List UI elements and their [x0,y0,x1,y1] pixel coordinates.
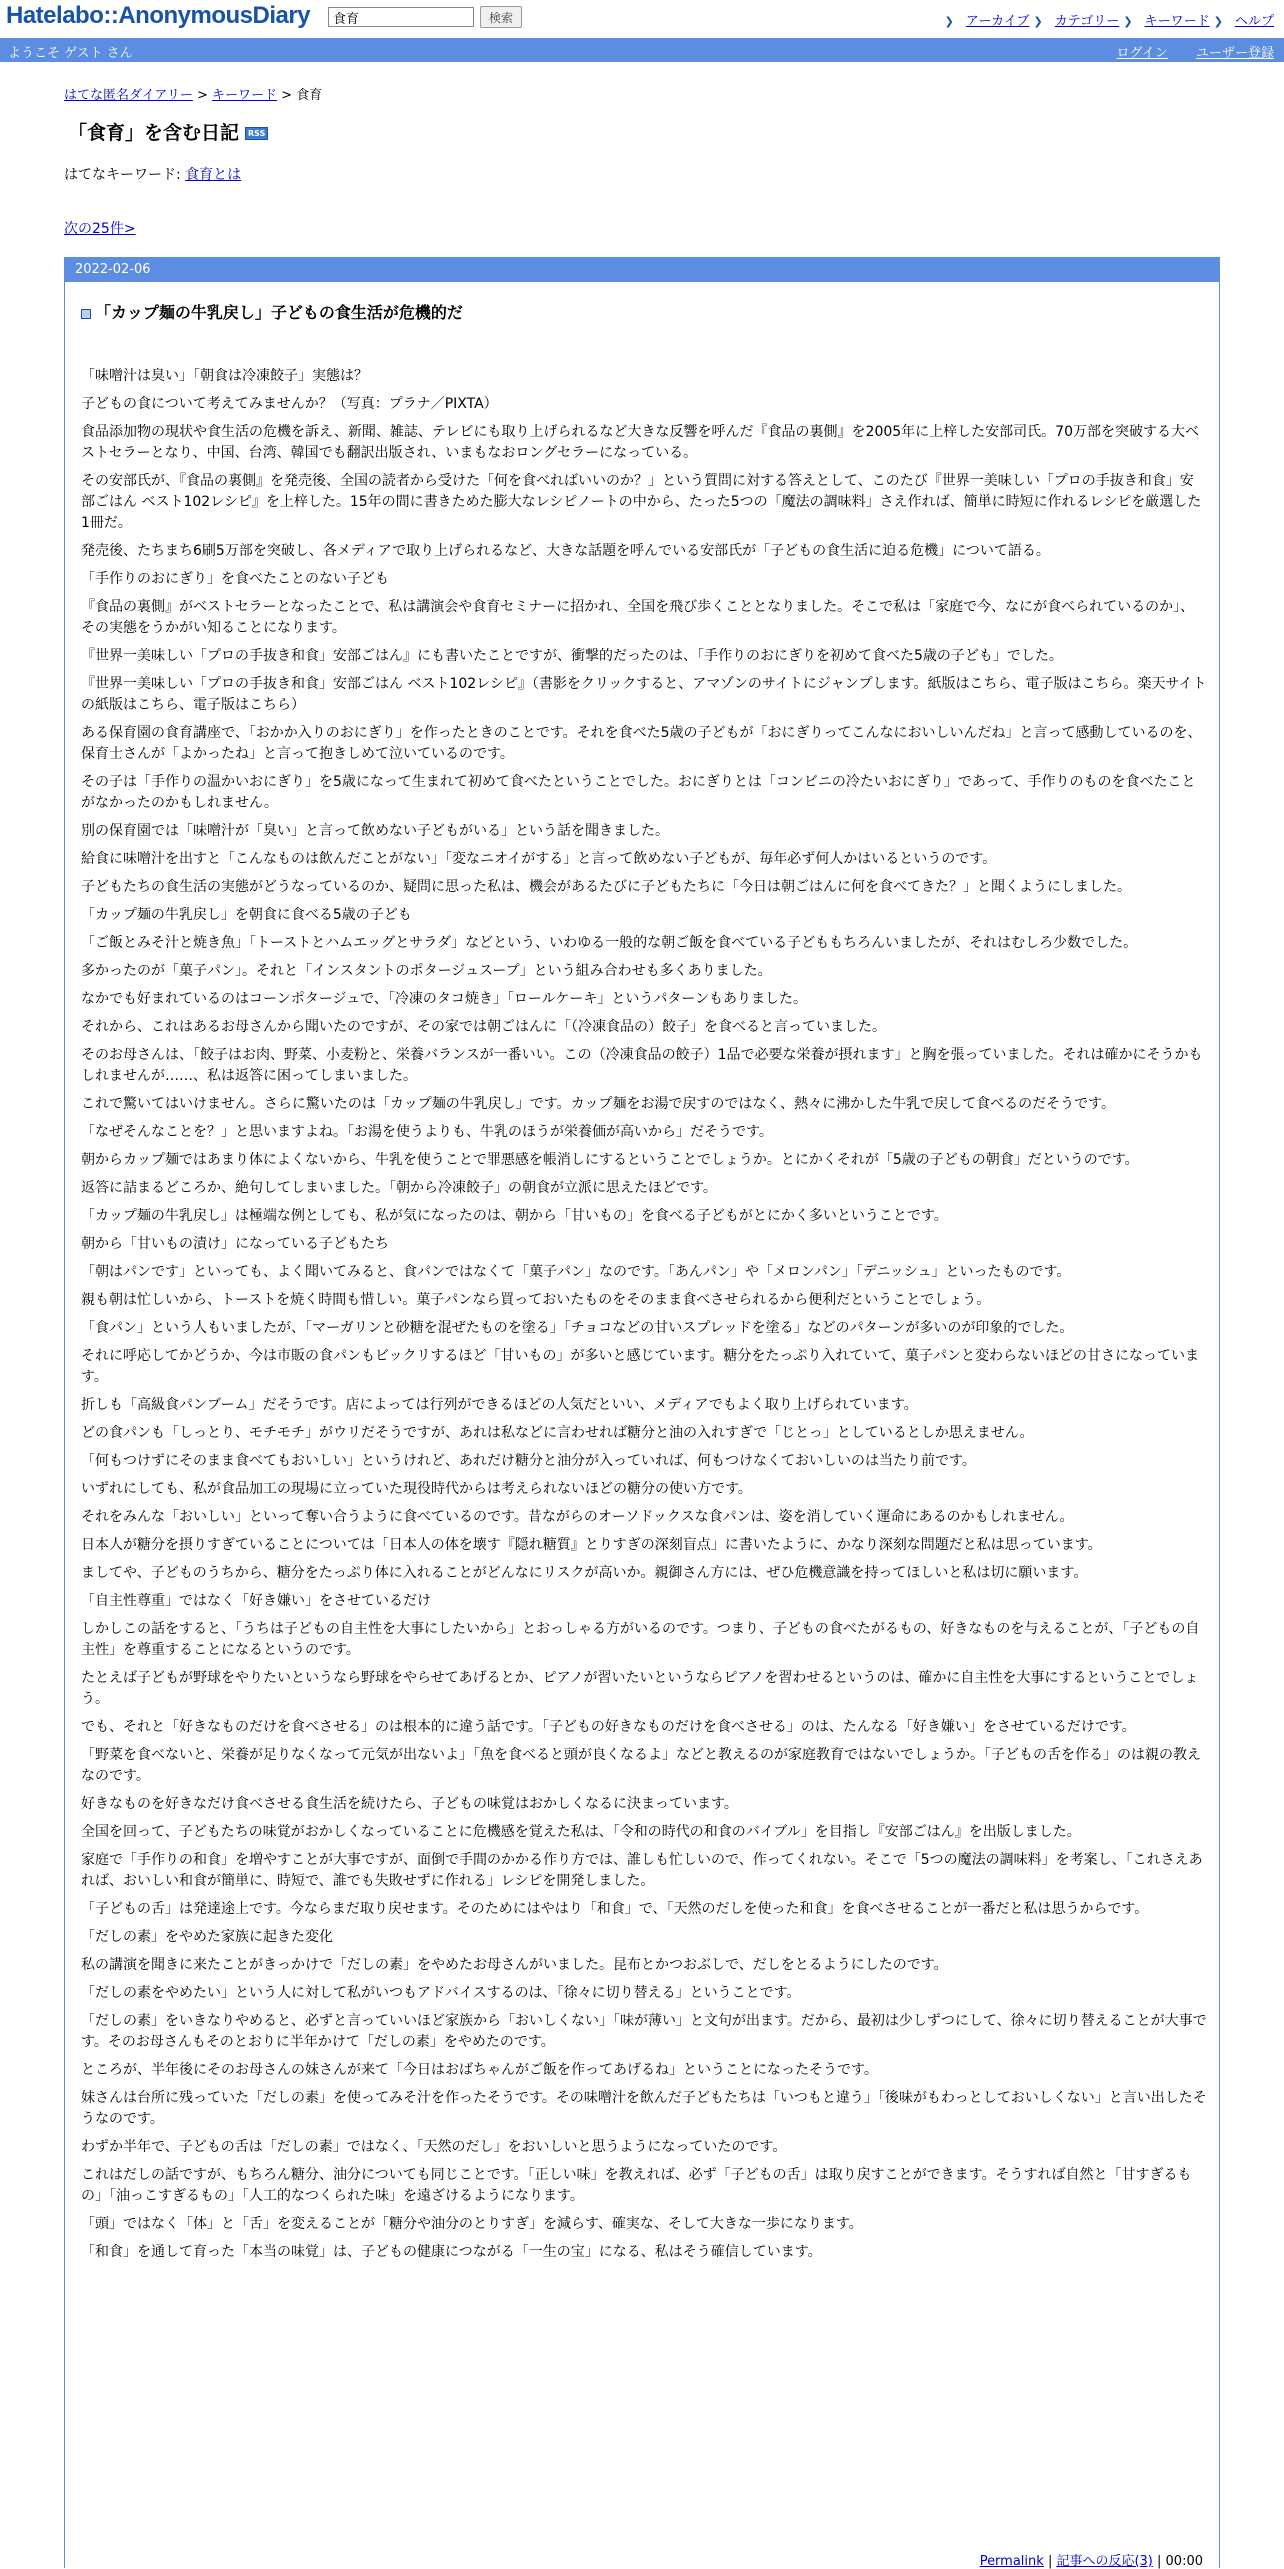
entry-paragraph: 朝からカップ麺ではあまり体によくないから、牛乳を使うことで罪悪感を帳消しにするということでしょうか。とにかくそれが「5歳の子どもの朝食」だというのです。 [81,1152,1139,1168]
breadcrumb-separator: > [277,88,297,103]
entry-paragraph: どの食パンも「しっとり、モチモチ」がウリだそうですが、あれは私などに言わせれば糖分と油の入れすぎで「じとっ」としているとしか思えません。 [81,1425,1034,1441]
keyword-line [64,164,241,184]
entry-paragraph: 発売後、たちまち6刷5万部を突破し、各メディアで取り上げられるなど、大きな話題を呼んでいる安部氏が「子どもの食生活に迫る危機」について語る。 [81,543,1050,559]
entry-body [81,366,1207,2270]
search-button[interactable]: 検索 [480,6,522,28]
entry-paragraph: 多かったのが「菓子パン」。それと「インスタントのポタージュスープ」という組み合わせも多くありました。 [81,963,772,979]
breadcrumb [64,84,322,103]
nav-keyword-link[interactable]: キーワード [1144,14,1210,29]
entry-paragraph: 「だしの素」をいきなりやめると、必ずと言っていいほど家族から「おいしくない」「味が薄い」と文句が出ます。だから、最初は少しずつにして、徐々に切り替えることが大事です。そのお母さんもそのとおりに半年かけて「だしの素」をやめたのです。 [81,2013,1207,2050]
arrow-icon: ❯ [1213,15,1223,28]
header [0,0,1284,38]
entry-paragraph: 「和食」を通して育った「本当の味覚」は、子どもの健康につながる「一生の宝」になる、私はそう確信しています。 [81,2244,822,2260]
entry-paragraph: 「食パン」という人もいましたが、「マーガリンと砂糖を混ぜたものを塗る」「チョコなどの甘いスプレッドを塗る」などのパターンが多いのが印象的でした。 [81,1320,1074,1336]
entry-paragraph: ある保育園の食育講座で、「おかか入りのおにぎり」を作ったときのことです。それを食べた5歳の子どもが「おにぎりってこんなにおいしいんだね」と言って感動しているのを、保育士さんが「よかったね」と言って抱きしめて泣いているのです。 [81,725,1202,762]
entry-date: 2022-02-06 [65,258,1219,282]
entry-title [81,300,463,323]
diary-entry [64,257,1220,2568]
entry-title-text: 「カップ麺の牛乳戻し」子どもの食生活が危機的だ [95,303,463,322]
entry-footer [980,2550,1203,2569]
entry-paragraph: 「自主性尊重」ではなく「好き嫌い」をさせているだけ [81,1593,431,1609]
entry-paragraph: 「頭」ではなく「体」と「舌」を変えることが「糖分や油分のとりすぎ」を減らす、確実な、そして大きな一歩になります。 [81,2216,863,2232]
entry-paragraph: それに呼応してかどうか、今は市販の食パンもビックリするほど「甘いもの」が多いと感じています。糖分をたっぷり入れていて、菓子パンと変わらないほどの甘さになっています。 [81,1348,1200,1385]
entry-time: | 00:00 [1152,2554,1203,2569]
footer-separator: | [1043,2554,1057,2569]
next-page-link[interactable]: 次の25件> [64,221,136,237]
entry-paragraph: 「手作りのおにぎり」を食べたことのない子ども [81,571,389,587]
entry-paragraph: 「味噌汁は臭い」「朝食は冷凍餃子」実態は？ [81,368,368,384]
entry-paragraph: 「だしの素」をやめた家族に起きた変化 [81,1929,333,1945]
entry-paragraph: 折しも「高級食パンブーム」だそうです。店によっては行列ができるほどの人気だといい、メディアでもよく取り上げられています。 [81,1397,918,1413]
entry-paragraph: それから、これはあるお母さんから聞いたのですが、その家では朝ごはんに「（冷凍食品の）餃子」を食べると言っていました。 [81,1019,886,1035]
entry-paragraph: 「子どもの舌」は発達途上です。今ならまだ取り戻せます。そのためにはやはり「和食」で、「天然のだしを使った和食」を食べさせることが一番だと私は思うからです。 [81,1901,1149,1917]
user-bar [0,38,1284,62]
entry-paragraph: 子どもたちの食生活の実態がどうなっているのか、疑問に思った私は、機会があるたびに子どもたちに「今日は朝ごはんに何を食べてきた？」と聞くようにしました。 [81,879,1131,895]
entry-paragraph: 食品添加物の現状や食生活の危機を訴え、新聞、雑誌、テレビにも取り上げられるなど大きな反響を呼んだ『食品の裏側』を2005年に上梓した安部司氏。70万部を突破する大ベストセラーとなり、中国、台湾、韓国でも翻訳出版され、いまもなおロングセラーになっている。 [81,424,1199,461]
welcome-text: ようこそ ゲスト さん [8,46,133,61]
keyword-link[interactable]: 食育とは [185,167,242,183]
arrow-icon: ❯ [1033,15,1043,28]
entry-paragraph: 「カップ麺の牛乳戻し」を朝食に食べる5歳の子ども [81,907,412,923]
entry-paragraph: 給食に味噌汁を出すと「こんなものは飲んだことがない」「変なニオイがする」と言って飲めない子どもが、毎年必ず何人かはいるというのです。 [81,851,997,867]
pagination [64,218,136,238]
entry-paragraph: いずれにしても、私が食品加工の現場に立っていた現役時代からは考えられないほどの糖分の使い方です。 [81,1481,752,1497]
breadcrumb-separator: > [192,88,213,103]
permalink-link[interactable]: Permalink [979,2554,1044,2569]
breadcrumb-home-link[interactable]: はてな匿名ダイアリー [64,88,193,103]
entry-paragraph: その子は「手作りの温かいおにぎり」を5歳になって生まれて初めて食べたということでした。おにぎりとは「コンビニの冷たいおにぎり」であって、手作りのものを食べたことがなかったのかもしれません。 [81,774,1196,811]
entry-paragraph: その安部氏が、『食品の裏側』を発売後、全国の読者から受けた「何を食べればいいのか？」という質問に対する答えとして、このたび『世界一美味しい「プロの手抜き和食」安部ごはん ベスト102レシピ』を上梓した。15年の間に書きためた膨大なレシピノートの中から、たった5つの「魔法の調味料」さえ作れば、簡単に時短に作れるレシピを厳選した1冊だ。 [81,473,1202,531]
nav-category-link[interactable]: カテゴリー [1054,14,1120,29]
page-title-text: 「食育」を含む日記 [68,122,240,144]
rss-icon[interactable]: RSS [245,127,268,140]
entry-paragraph: 私の講演を聞きに来たことがきっかけで「だしの素」をやめたお母さんがいました。昆布とかつおぶしで、だしをとるようにしたのです。 [81,1957,948,1973]
entry-paragraph: 好きなものを好きなだけ食べさせる食生活を続けたら、子どもの味覚はおかしくなるに決まっています。 [81,1796,738,1812]
entry-paragraph: 『食品の裏側』がベストセラーとなったことで、私は講演会や食育セミナーに招かれ、全国を飛び歩くこととなりました。そこで私は「家庭で今、なにが食べられているのか」、その実態をうかがい知ることになります。 [81,599,1195,636]
entry-paragraph: 朝から「甘いもの漬け」になっている子どもたち [81,1236,389,1252]
entry-paragraph: 『世界一美味しい「プロの手抜き和食」安部ごはん』にも書いたことですが、衝撃的だったのは、「手作りのおにぎりを初めて食べた5歳の子ども」でした。 [81,648,1063,664]
entry-paragraph: 親も朝は忙しいから、トーストを焼く時間も惜しい。菓子パンなら買っておいたものをそのまま食べさせられるから便利だということでしょう。 [81,1292,991,1308]
entry-paragraph: ところが、半年後にそのお母さんの妹さんが来て「今日はおばちゃんがご飯を作ってあげるね」ということになったそうです。 [81,2062,878,2078]
entry-paragraph: 「朝はパンです」といっても、よく聞いてみると、食パンではなくて「菓子パン」なのです。「あんパン」や「メロンパン」「デニッシュ」といったものです。 [81,1264,1071,1280]
search-input[interactable] [328,7,474,27]
nav-archive-link[interactable]: アーカイブ [965,14,1030,29]
arrow-icon: ❯ [944,15,954,28]
entry-paragraph: これで驚いてはいけません。さらに驚いたのは「カップ麺の牛乳戻し」です。カップ麺をお湯で戻すのではなく、熱々に沸かした牛乳で戻して食べるのだそうです。 [81,1096,1116,1112]
entry-paragraph: 子どもの食について考えてみませんか？（写真：プラナ／PIXTA） [81,396,498,412]
entry-paragraph: それをみんな「おいしい」といって奪い合うように食べているのです。昔ながらのオーソドックスな食パンは、姿を消していく運命にあるのかもしれません。 [81,1509,1074,1525]
entry-paragraph: しかしこの話をすると、「うちは子どもの自主性を大事にしたいから」とおっしゃる方がいるのです。つまり、子どもの食べたがるもの、好きなものを与えることが、「子どもの自主性」を尊重することになるというのです。 [81,1621,1200,1658]
site-logo[interactable]: Hatelabo::AnonymousDiary [6,2,311,29]
entry-paragraph: でも、それと「好きなものだけを食べさせる」のは根本的に違う話です。「子どもの好きなものだけを食べさせる」のは、たんなる「好き嫌い」をさせているだけです。 [81,1719,1136,1735]
nav-help-link[interactable]: ヘルプ [1234,14,1274,29]
entry-paragraph: 『世界一美味しい「プロの手抜き和食」安部ごはん ベスト102レシピ』（書影をクリックすると、アマゾンのサイトにジャンプします。紙版はこちら、電子版はこちら。楽天サイトの紙版はこちら、電子版はこちら） [81,676,1207,713]
account-links [1092,42,1274,61]
breadcrumb-keyword-link[interactable]: キーワード [212,88,278,103]
top-nav [945,10,1274,29]
entry-anchor-icon[interactable] [81,309,91,319]
entry-paragraph: 別の保育園では「味噌汁が「臭い」と言って飲めない子どもがいる」という話を聞きました。 [81,823,669,839]
entry-paragraph: わずか半年で、子どもの舌は「だしの素」ではなく、「天然のだし」をおいしいと思うようになっていたのです。 [81,2139,787,2155]
entry-paragraph: たとえば子どもが野球をやりたいというなら野球をやらせてあげるとか、ピアノが習いたいというならピアノを習わせるというのは、確かに自主性を大事にするということでしょう。 [81,1670,1199,1707]
entry-paragraph: 「何もつけずにそのまま食べてもおいしい」というけれど、あれだけ糖分と油分が入っていれば、何もつけなくておいしいのは当たり前です。 [81,1453,976,1469]
entry-paragraph: 日本人が糖分を摂りすぎていることについては「日本人の体を壊す『隠れ糖質』とりすぎの深刻盲点」に書いたように、かなり深刻な問題だと私は思っています。 [81,1537,1102,1553]
entry-paragraph: 全国を回って、子どもたちの味覚がおかしくなっていることに危機感を覚えた私は、「令和の時代の和食のバイブル」を目指し『安部ごはん』を出版しました。 [81,1824,1081,1840]
entry-paragraph: ましてや、子どものうちから、糖分をたっぷり体に入れることがどんなにリスクが高いか。親御さん方には、ぜひ危機意識を持ってほしいと私は切に願います。 [81,1565,1088,1581]
entry-paragraph: 妹さんは台所に残っていた「だしの素」を使ってみそ汁を作ったそうです。その味噌汁を飲んだ子どもたちは「いつもと違う」「後味がもわっとしておいしくない」と言い出したそうなのです。 [81,2090,1207,2127]
keyword-prefix: はてなキーワード: [64,167,186,183]
entry-paragraph: そのお母さんは、「餃子はお肉、野菜、小麦粉と、栄養バランスが一番いい。この（冷凍食品の餃子）1品で必要な栄養が摂れます」と胸を張っていました。それは確かにそうかもしれませんが……、私は返答に困ってしまいました。 [81,1047,1203,1084]
entry-paragraph: なかでも好まれているのはコーンポタージュで、「冷凍のタコ焼き」「ロールケーキ」というパターンもありました。 [81,991,808,1007]
entry-paragraph: 「なぜそんなことを？」と思いますよね。「お湯を使うよりも、牛乳のほうが栄養価が高いから」だそうです。 [81,1124,773,1140]
entry-paragraph: これはだしの話ですが、もちろん糖分、油分についても同じことです。「正しい味」を教えれば、必ず「子どもの舌」は取り戻すことができます。そうすれば自然と「甘すぎるもの」「油っこすぎるもの」「人工的なつくられた味」を遠ざけるようになります。 [81,2167,1192,2204]
entry-paragraph: 「野菜を食べないと、栄養が足りなくなって元気が出ないよ」「魚を食べると頭が良くなるよ」などと教えるのが家庭教育ではないでしょうか。「子どもの舌を作る」のは親の教えなのです。 [81,1747,1201,1784]
register-link[interactable]: ユーザー登録 [1195,46,1274,61]
entry-paragraph: 返答に詰まるどころか、絶句してしまいました。「朝から冷凍餃子」の朝食が立派に思えたほどです。 [81,1180,717,1196]
entry-paragraph: 「だしの素をやめたい」という人に対して私がいつもアドバイスするのは、「徐々に切り替える」ということです。 [81,1985,801,2001]
reactions-link[interactable]: 記事への反応(3) [1056,2554,1153,2569]
entry-paragraph: 「ご飯とみそ汁と焼き魚」「トーストとハムエッグとサラダ」などという、いわゆる一般的な朝ご飯を食べている子どももちろんいましたが、それはむしろ少数でした。 [81,935,1138,951]
entry-paragraph: 「カップ麺の牛乳戻し」は極端な例としても、私が気になったのは、朝から「甘いもの」を食べる子どもがとにかく多いということです。 [81,1208,948,1224]
entry-paragraph: 家庭で「手作りの和食」を増やすことが大事ですが、面倒で手間のかかる作り方では、誰しも忙しいので、作ってくれない。そこで「5つの魔法の調味料」を考案し、「これさえあれば、おいしい和食が簡単に、時短で、誰でも失敗せずに作れる」レシピを開発しました。 [81,1852,1203,1889]
breadcrumb-current: 食育 [296,88,323,103]
arrow-icon: ❯ [1123,15,1133,28]
page-title [68,118,268,145]
login-link[interactable]: ログイン [1116,46,1168,61]
